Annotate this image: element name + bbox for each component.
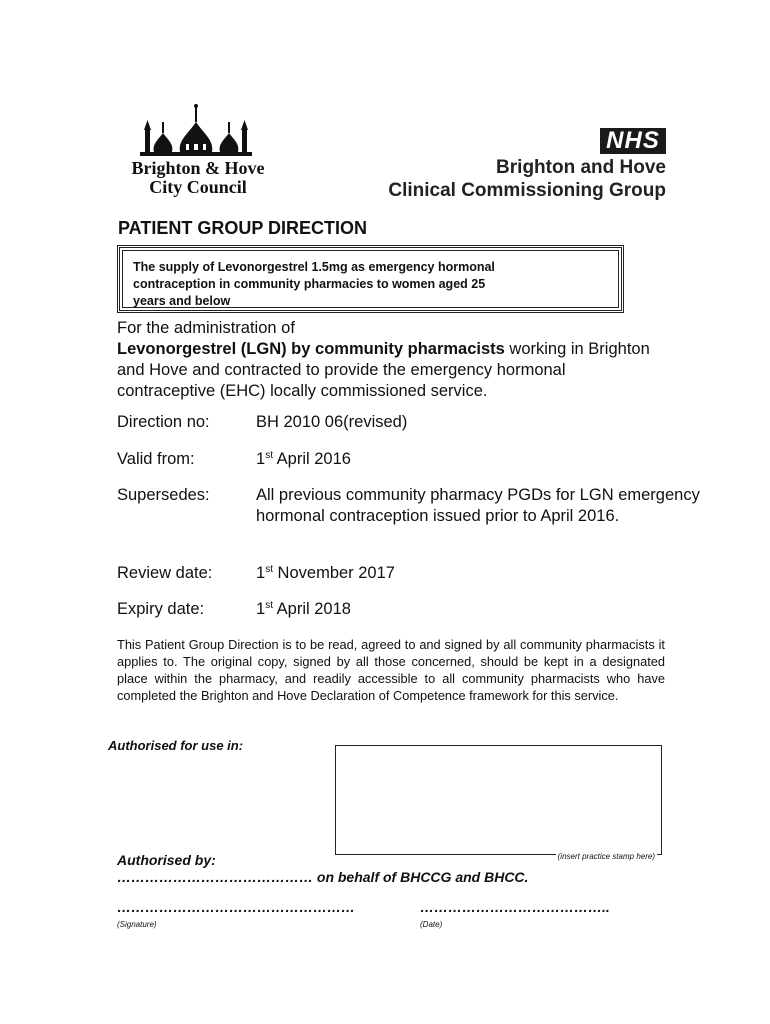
admin-rest-1: working in Brighton xyxy=(504,340,650,358)
supersedes-label: Supersedes: xyxy=(117,486,210,504)
stamp-hint: (insert practice stamp here) xyxy=(557,852,655,861)
signature-caption: (Signature) xyxy=(117,920,157,929)
expiry-date-suffix: st xyxy=(265,600,273,611)
admin-line-4: contraceptive (EHC) locally commissioned service. xyxy=(117,382,488,400)
valid-from-value xyxy=(256,449,716,470)
council-name-line2: City Council xyxy=(149,177,247,197)
administration-paragraph xyxy=(117,318,717,402)
review-date-label: Review date: xyxy=(117,564,213,582)
nhs-logo: NHS xyxy=(600,128,666,154)
ccg-name-line2: Clinical Commissioning Group xyxy=(388,180,666,201)
authorised-for-use-label: Authorised for use in: xyxy=(108,738,244,753)
supply-box xyxy=(117,245,624,313)
supply-description xyxy=(133,259,608,310)
valid-from-suffix: st xyxy=(265,450,273,461)
valid-from-month-year: April 2016 xyxy=(272,450,351,468)
date-caption: (Date) xyxy=(420,920,443,929)
review-date-month-year: November 2017 xyxy=(272,564,395,582)
expiry-date-value xyxy=(256,599,716,620)
ccg-name-line1: Brighton and Hove xyxy=(496,157,666,178)
direction-no-label: Direction no: xyxy=(117,413,210,431)
practice-stamp-box xyxy=(335,745,662,861)
supply-line-3: years and below xyxy=(133,294,231,308)
expiry-date-day: 1 xyxy=(256,600,266,618)
supply-line-1: The supply of Levonorgestrel 1.5mg as emergency hormonal xyxy=(133,260,495,274)
valid-from-label: Valid from: xyxy=(117,450,195,468)
date-line: ………………………………….. xyxy=(420,899,610,915)
admin-bold: Levonorgestrel (LGN) by community pharmacists xyxy=(117,340,505,358)
expiry-date-label: Expiry date: xyxy=(117,600,205,618)
expiry-date-month-year: April 2018 xyxy=(272,600,351,618)
authorised-by-label: Authorised by: xyxy=(117,852,216,868)
supply-line-2: contraception in community pharmacies to women aged 25 xyxy=(133,277,486,291)
admin-line-3: and Hove and contracted to provide the emergency hormonal xyxy=(117,361,566,379)
council-name-line1: Brighton & Hove xyxy=(131,158,265,178)
admin-intro: For the administration of xyxy=(117,319,295,337)
valid-from-day: 1 xyxy=(256,450,266,468)
direction-no-value: BH 2010 06(revised) xyxy=(256,413,408,431)
page-title: PATIENT GROUP DIRECTION xyxy=(118,218,368,238)
behalf-line: …………………………………… on behalf of BHCCG and BHCC. xyxy=(117,869,529,885)
review-date-day: 1 xyxy=(256,564,266,582)
admin-line-2 xyxy=(117,339,717,360)
review-date-suffix: st xyxy=(265,564,273,575)
supersedes-value: All previous community pharmacy PGDs for LGN emergency hormonal contraception issued prior to April 2016. xyxy=(256,486,700,525)
review-date-value xyxy=(256,563,716,584)
notice-paragraph: This Patient Group Direction is to be read, agreed to and signed by all community pharmacists it applies to. The original copy, signed by all those concerned, should be kept in a designated place within the pharmacy, and readily accessible to all community pharmacists who have completed the Brighton and Hove Declaration of Competence framework for this service. xyxy=(117,637,665,703)
signature-line: …………………………………………… xyxy=(117,899,355,915)
